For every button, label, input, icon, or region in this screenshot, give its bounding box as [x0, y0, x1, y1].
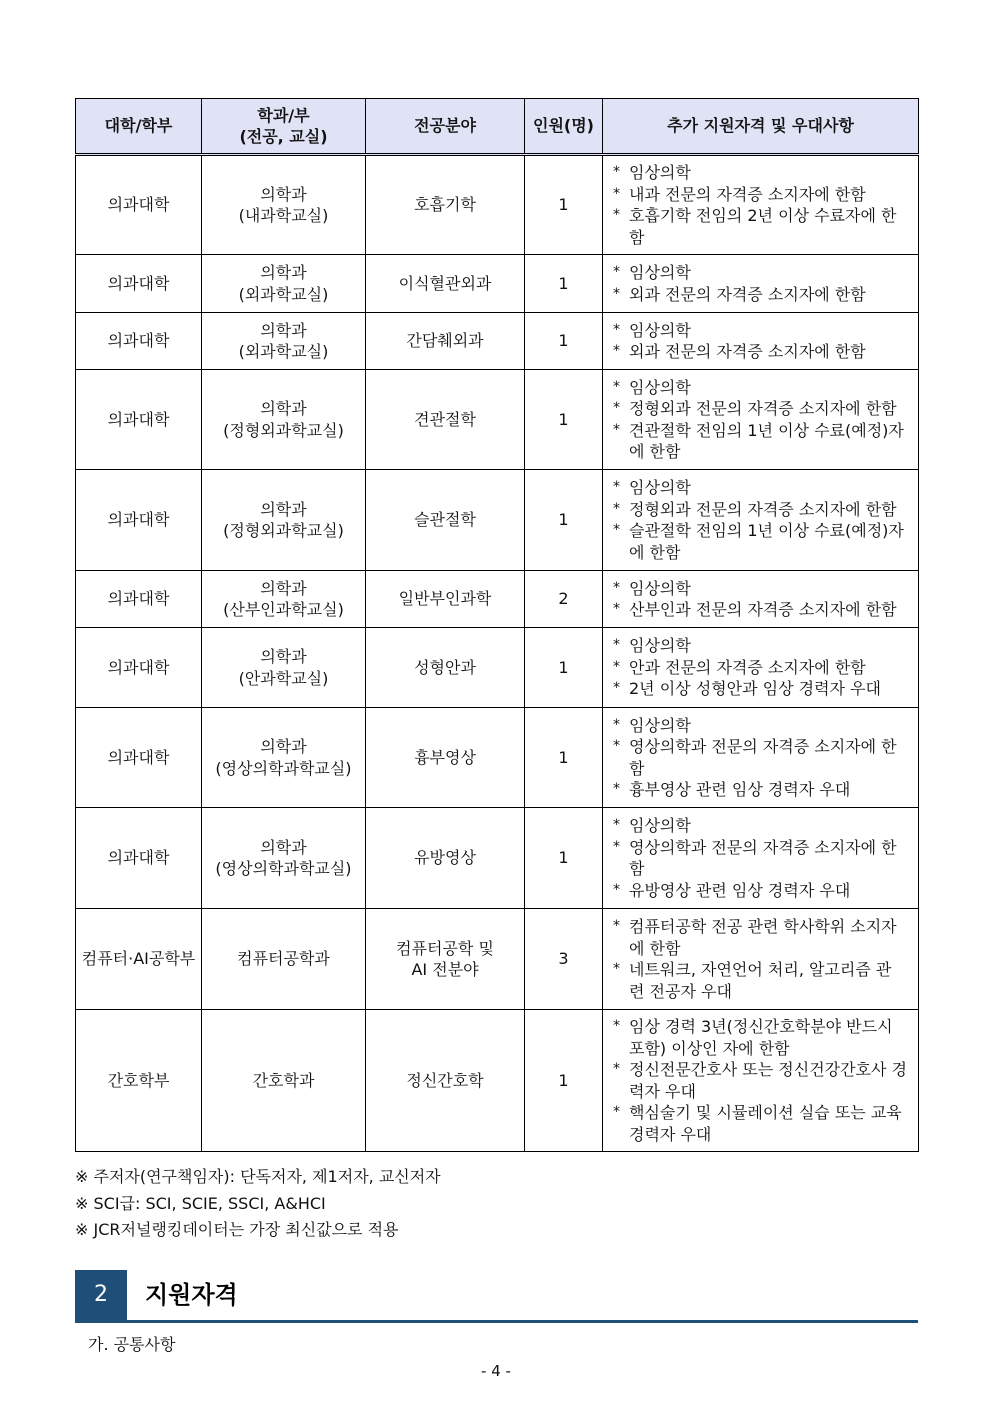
requirement-text	[629, 1102, 910, 1145]
note-jcr-ranking: ※ JCR저널랭킹데이터는 가장 최신값으로 적용	[75, 1220, 399, 1239]
department-text: 의학과	[260, 647, 307, 666]
department-text: 의학과	[260, 578, 307, 598]
cell-college	[76, 808, 202, 909]
requirement-line: 함	[629, 227, 645, 247]
requirement-line: 내과 전문의 자격증 소지자에 한함	[629, 184, 866, 204]
bullet-asterisk: *	[613, 1018, 620, 1034]
college-text: 의과대학	[107, 747, 170, 767]
cell-department	[202, 628, 366, 708]
requirement-item	[613, 635, 910, 657]
cell-college	[76, 470, 202, 571]
requirement-item	[613, 320, 910, 342]
cell-college	[76, 708, 202, 808]
requirement-text	[629, 499, 910, 521]
count-text: 1	[558, 657, 569, 677]
cell-department	[202, 708, 366, 808]
bullet-asterisk: *	[613, 378, 620, 395]
bullet-asterisk: *	[613, 285, 620, 302]
field-text: 견관절학	[414, 409, 476, 429]
cell-count	[525, 255, 603, 313]
requirement-line: 임상의학	[629, 377, 691, 397]
requirement-line: 포함) 이상인 자에 한함	[629, 1038, 790, 1058]
requirement-item	[613, 1059, 910, 1102]
requirement-item	[613, 341, 910, 363]
table-row	[76, 708, 919, 808]
department-text: 의학과	[260, 499, 307, 519]
requirement-item	[613, 678, 910, 700]
cell-college	[76, 909, 202, 1010]
count-text: 1	[558, 273, 569, 293]
cell-department	[202, 909, 366, 1010]
requirement-line: 함	[629, 758, 645, 778]
cell-department	[202, 255, 366, 313]
bullet-asterisk: *	[613, 716, 620, 733]
requirement-line: 영상의학과 전문의 자격증 소지자에 한	[629, 737, 897, 756]
requirement-line: 임상의학	[629, 816, 691, 835]
bullet-asterisk: *	[613, 185, 620, 202]
cell-college	[76, 1010, 202, 1152]
requirement-text	[629, 262, 910, 284]
requirement-line: 흉부영상 관련 임상 경력자 우대	[629, 780, 851, 799]
section-title: 지원자격	[145, 1281, 238, 1309]
department-subtext: (산부인과학교실)	[223, 600, 344, 619]
requirement-line: 정형외과 전문의 자격증 소지자에 한함	[629, 399, 897, 418]
count-text: 3	[558, 949, 569, 969]
requirement-item	[613, 657, 910, 679]
requirement-text	[629, 779, 910, 801]
bullet-asterisk: *	[613, 421, 620, 438]
requirement-text	[629, 880, 910, 902]
requirement-item	[613, 736, 910, 779]
note-main-author: ※ 주저자(연구책임자): 단독저자, 제1저자, 교신저자	[75, 1167, 441, 1186]
department-text: 의학과	[260, 263, 307, 282]
department-subtext: (영상의학과학교실)	[215, 758, 352, 778]
requirement-item	[613, 815, 910, 837]
requirement-line: 임상의학	[629, 578, 691, 598]
college-text: 의과대학	[107, 273, 170, 293]
cell-department	[202, 808, 366, 909]
requirement-item	[613, 1102, 910, 1145]
table-row	[76, 155, 919, 255]
bullet-asterisk: *	[613, 321, 620, 338]
cell-requirements	[603, 370, 919, 470]
field-text: 성형안과	[414, 657, 476, 677]
college-text: 의과대학	[107, 589, 170, 609]
requirement-item	[613, 377, 910, 399]
cell-count	[525, 571, 603, 628]
department-subtext: (외과학교실)	[238, 284, 329, 304]
department-text: 의학과	[260, 737, 307, 756]
requirement-line: 함	[629, 859, 645, 878]
requirement-line: 경력자 우대	[629, 1124, 712, 1144]
cell-requirements	[603, 155, 919, 255]
requirement-text	[629, 837, 910, 880]
college-text: 의과대학	[107, 331, 170, 351]
header-requirements: 추가 지원자격 및 우대사항	[603, 99, 919, 155]
count-text: 1	[558, 195, 569, 215]
requirement-text	[629, 520, 910, 563]
field-text: 간담췌외과	[406, 331, 484, 351]
cell-department	[202, 470, 366, 571]
bullet-asterisk: *	[613, 164, 620, 180]
section-number-badge: 2	[75, 1270, 127, 1320]
header-college: 대학/학부	[76, 99, 202, 155]
department-subtext: (정형외과학교실)	[223, 420, 344, 440]
department-text: 의학과	[260, 320, 307, 340]
requirement-item	[613, 880, 910, 902]
requirement-line: 임상의학	[629, 636, 691, 656]
requirement-item	[613, 262, 910, 284]
cell-requirements	[603, 1010, 919, 1152]
requirement-line: 임상의학	[629, 263, 691, 282]
requirement-line: 에 한함	[629, 938, 681, 958]
table-row	[76, 909, 919, 1010]
bullet-asterisk: *	[613, 838, 620, 855]
cell-department	[202, 1010, 366, 1152]
requirement-text	[629, 377, 910, 399]
field-text: 호흡기학	[414, 195, 476, 215]
field-subtext: AI 전분야	[411, 960, 479, 979]
bullet-asterisk: *	[613, 264, 620, 280]
cell-department	[202, 571, 366, 628]
cell-department	[202, 370, 366, 470]
bullet-asterisk: *	[613, 601, 620, 617]
requirement-text	[629, 635, 910, 657]
cell-college	[76, 370, 202, 470]
department-text: 의학과	[260, 399, 307, 418]
requirement-line: 호흡기학 전임의 2년 이상 수료자에 한	[629, 206, 897, 225]
requirement-item	[613, 205, 910, 248]
count-text: 1	[558, 331, 569, 351]
note-sci-grade: ※ SCI급: SCI, SCIE, SSCI, A&HCI	[75, 1193, 326, 1213]
cell-count	[525, 370, 603, 470]
cell-count	[525, 1010, 603, 1152]
requirement-line: 력자 우대	[629, 1081, 696, 1101]
bullet-asterisk: *	[613, 522, 620, 538]
requirement-text	[629, 1059, 910, 1102]
cell-field	[366, 255, 525, 313]
requirement-line: 2년 이상 성형안과 임상 경력자 우대	[629, 679, 881, 699]
recruitment-table	[75, 98, 919, 1152]
cell-field	[366, 155, 525, 255]
requirement-line: 안과 전문의 자격증 소지자에 한함	[629, 657, 866, 677]
requirement-text	[629, 599, 910, 621]
cell-requirements	[603, 255, 919, 313]
requirement-item	[613, 837, 910, 880]
requirement-line: 에 한함	[629, 542, 681, 562]
count-text: 1	[558, 510, 569, 530]
requirement-text	[629, 184, 910, 206]
requirement-item	[613, 477, 910, 499]
college-text: 의과대학	[107, 510, 170, 530]
cell-count	[525, 808, 603, 909]
requirement-text	[629, 1016, 910, 1059]
requirement-item	[613, 1016, 910, 1059]
cell-field	[366, 628, 525, 708]
bullet-asterisk: *	[613, 817, 620, 833]
requirement-line: 외과 전문의 자격증 소지자에 한함	[629, 284, 866, 304]
table-row	[76, 313, 919, 370]
bullet-asterisk: *	[613, 500, 620, 517]
cell-field	[366, 1010, 525, 1152]
cell-field	[366, 571, 525, 628]
field-text: 컴퓨터공학 및	[396, 938, 494, 958]
bullet-asterisk: *	[613, 207, 620, 223]
count-text: 1	[558, 747, 569, 767]
requirement-text	[629, 341, 910, 363]
cell-count	[525, 708, 603, 808]
department-text: 의학과	[260, 837, 307, 857]
requirement-line: 산부인과 전문의 자격증 소지자에 한함	[629, 600, 897, 619]
department-subtext: (외과학교실)	[238, 342, 329, 361]
bullet-asterisk: *	[613, 637, 620, 654]
field-text: 유방영상	[414, 848, 476, 868]
bullet-asterisk: *	[613, 680, 620, 697]
requirement-line: 슬관절학 전임의 1년 이상 수료(예정)자	[629, 521, 904, 540]
count-text: 2	[558, 589, 569, 609]
cell-requirements	[603, 313, 919, 370]
college-text: 의과대학	[107, 409, 170, 429]
table-row	[76, 571, 919, 628]
requirement-item	[613, 520, 910, 563]
field-text: 흉부영상	[414, 747, 476, 767]
cell-requirements	[603, 808, 919, 909]
cell-requirements	[603, 628, 919, 708]
department-text: 의학과	[260, 184, 307, 204]
cell-count	[525, 909, 603, 1010]
requirement-text	[629, 736, 910, 779]
cell-field	[366, 708, 525, 808]
count-text: 1	[558, 409, 569, 429]
table-header-row	[76, 99, 919, 155]
bullet-asterisk: *	[613, 579, 620, 596]
requirement-line: 임상의학	[629, 715, 691, 735]
field-text: 슬관절학	[414, 510, 476, 530]
cell-field	[366, 808, 525, 909]
requirement-item	[613, 398, 910, 420]
requirement-text	[629, 959, 910, 1002]
requirement-text	[629, 205, 910, 248]
requirement-line: 네트워크, 자연언어 처리, 알고리즘 관	[629, 960, 892, 979]
requirement-item	[613, 959, 910, 1002]
page-number: - 4 -	[481, 1362, 511, 1380]
header-count: 인원(명)	[525, 99, 603, 155]
college-text: 간호학부	[107, 1070, 170, 1090]
requirement-line: 련 전공자 우대	[629, 981, 732, 1001]
requirement-line: 외과 전문의 자격증 소지자에 한함	[629, 342, 866, 361]
bullet-asterisk: *	[613, 738, 620, 754]
requirement-line: 정신전문간호사 또는 정신건강간호사 경	[629, 1060, 908, 1079]
requirement-text	[629, 162, 910, 184]
requirement-line: 임상의학	[629, 478, 691, 497]
requirement-text	[629, 815, 910, 837]
requirement-line: 유방영상 관련 임상 경력자 우대	[629, 880, 851, 900]
bullet-asterisk: *	[613, 781, 620, 797]
bullet-asterisk: *	[613, 918, 620, 934]
requirement-line: 견관절학 전임의 1년 이상 수료(예정)자	[629, 420, 904, 440]
college-text: 의과대학	[107, 195, 170, 215]
cell-college	[76, 155, 202, 255]
table-row	[76, 628, 919, 708]
cell-field	[366, 909, 525, 1010]
requirement-text	[629, 320, 910, 342]
requirement-line: 임상의학	[629, 163, 691, 182]
table-row	[76, 1010, 919, 1152]
department-subtext: (안과학교실)	[238, 668, 329, 688]
field-text: 일반부인과학	[398, 589, 492, 609]
bullet-asterisk: *	[613, 1104, 620, 1120]
cell-count	[525, 628, 603, 708]
cell-college	[76, 571, 202, 628]
cell-count	[525, 470, 603, 571]
field-text: 이식혈관외과	[398, 273, 492, 293]
cell-count	[525, 313, 603, 370]
requirement-text	[629, 657, 910, 679]
cell-requirements	[603, 909, 919, 1010]
bullet-asterisk: *	[613, 400, 620, 416]
requirement-line: 임상 경력 3년(정신간호학분야 반드시	[629, 1017, 893, 1036]
bullet-asterisk: *	[613, 658, 620, 675]
bullet-asterisk: *	[613, 479, 620, 495]
cell-requirements	[603, 571, 919, 628]
requirement-line: 임상의학	[629, 320, 691, 340]
requirement-line: 핵심술기 및 시뮬레이션 실습 또는 교육	[629, 1103, 902, 1122]
department-subtext: (영상의학과학교실)	[215, 859, 352, 878]
count-text: 1	[558, 848, 569, 868]
requirement-item	[613, 420, 910, 463]
count-text: 1	[558, 1070, 569, 1090]
requirement-text	[629, 578, 910, 600]
sub-heading: 가. 공통사항	[88, 1335, 176, 1354]
bullet-asterisk: *	[613, 343, 620, 359]
requirement-item	[613, 916, 910, 959]
recruitment-table-wrapper	[75, 98, 918, 1152]
college-text: 컴퓨터·AI공학부	[81, 949, 196, 969]
table-row	[76, 470, 919, 571]
cell-department	[202, 313, 366, 370]
header-field: 전공분야	[366, 99, 525, 155]
table-row	[76, 808, 919, 909]
bullet-asterisk: *	[613, 1061, 620, 1077]
bullet-asterisk: *	[613, 961, 620, 977]
requirement-text	[629, 284, 910, 306]
requirement-text	[629, 715, 910, 737]
requirement-line: 영상의학과 전문의 자격증 소지자에 한	[629, 837, 897, 857]
notes	[75, 1164, 441, 1244]
requirement-item	[613, 578, 910, 600]
requirement-text	[629, 398, 910, 420]
requirement-item	[613, 599, 910, 621]
requirement-item	[613, 715, 910, 737]
cell-requirements	[603, 470, 919, 571]
requirement-line: 컴퓨터공학 전공 관련 학사학위 소지자	[629, 917, 897, 936]
cell-field	[366, 370, 525, 470]
cell-college	[76, 628, 202, 708]
header-department: 학과/부 (전공, 교실)	[202, 99, 366, 155]
requirement-text	[629, 420, 910, 463]
college-text: 의과대학	[107, 848, 170, 868]
cell-college	[76, 313, 202, 370]
college-text: 의과대학	[107, 657, 170, 677]
department-text: 간호학과	[252, 1070, 315, 1090]
field-text: 정신간호학	[406, 1070, 484, 1090]
department-subtext: (정형외과학교실)	[223, 521, 344, 540]
cell-field	[366, 470, 525, 571]
requirement-line: 정형외과 전문의 자격증 소지자에 한함	[629, 499, 897, 519]
requirement-item	[613, 184, 910, 206]
requirement-item	[613, 284, 910, 306]
requirement-item	[613, 779, 910, 801]
bullet-asterisk: *	[613, 881, 620, 898]
requirement-text	[629, 916, 910, 959]
requirement-text	[629, 477, 910, 499]
department-subtext: (내과학교실)	[238, 206, 329, 225]
requirement-item	[613, 499, 910, 521]
cell-college	[76, 255, 202, 313]
department-text: 컴퓨터공학과	[237, 949, 330, 969]
cell-requirements	[603, 708, 919, 808]
cell-field	[366, 313, 525, 370]
cell-department	[202, 155, 366, 255]
table-row	[76, 370, 919, 470]
requirement-text	[629, 678, 910, 700]
table-row	[76, 255, 919, 313]
requirement-line: 에 한함	[629, 442, 681, 461]
cell-count	[525, 155, 603, 255]
table-body	[76, 155, 919, 1152]
requirement-item	[613, 162, 910, 184]
section-heading	[75, 1270, 918, 1323]
